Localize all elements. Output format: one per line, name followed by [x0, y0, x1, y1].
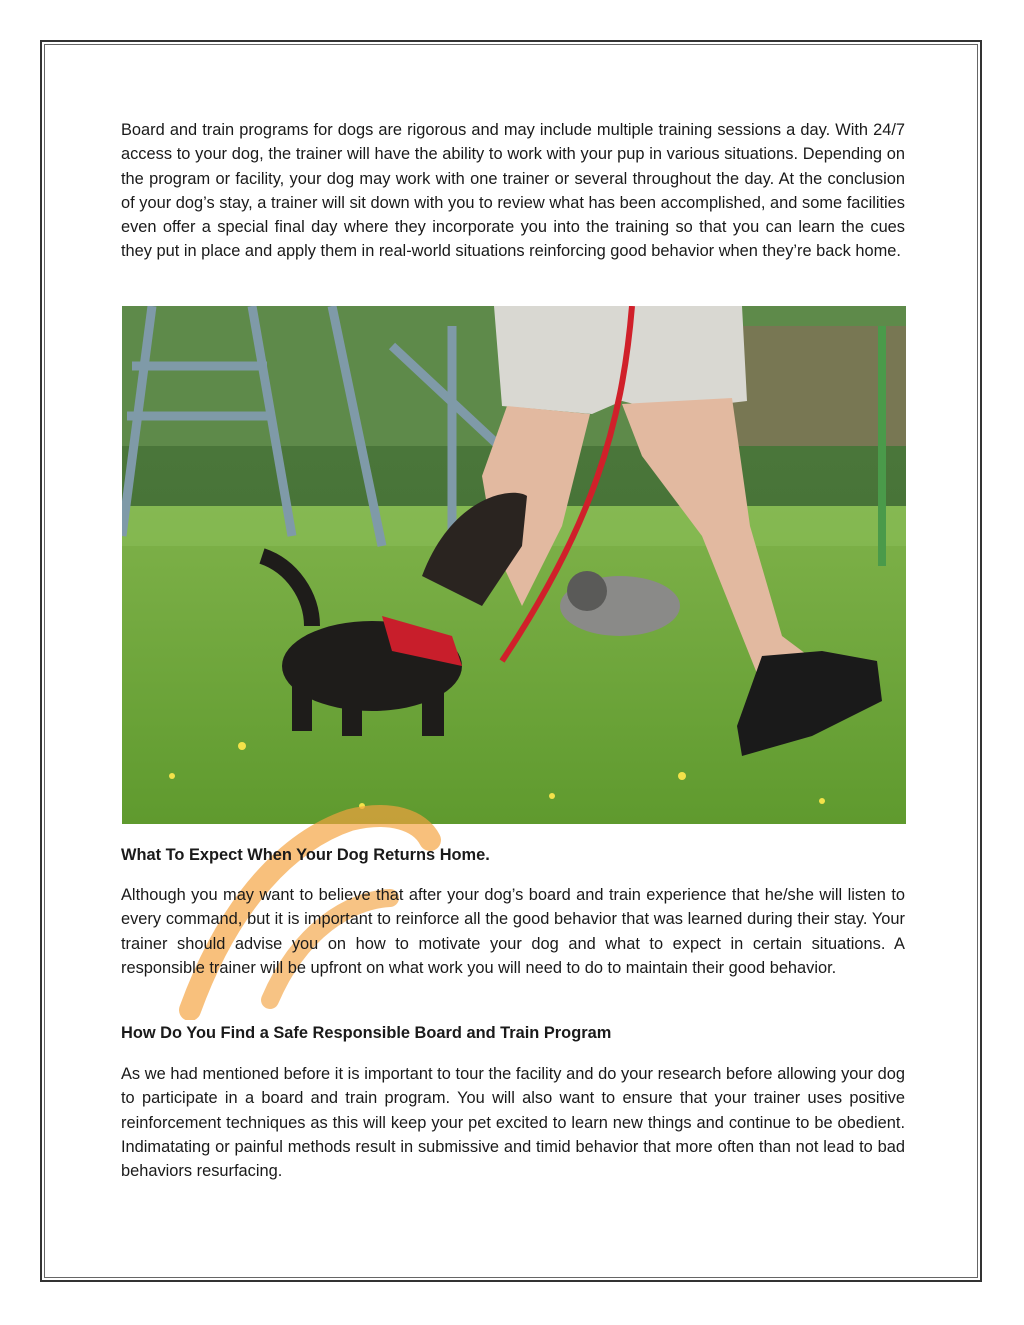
- intro-block: [121, 118, 905, 264]
- intro-paragraph: Board and train programs for dogs are rigorous and may include multiple training sessions a day. With 24/7 access to your dog, the trainer will have the ability to work with your pup in various situations. Depending on the program or facility, your dog may work with one trainer or several throughout the day. At the conclusion of your dog’s stay, a trainer will sit down with you to review what has been accomplished, and some facilities even offer a special final day where they incorporate you into the training so that you can learn the cues they put in place and apply them in real-world situations reinforcing good behavior when they’re back home.: [121, 121, 905, 261]
- expect-paragraph: Although you may want to believe that after your dog’s board and train experience that he/she will listen to every command, but it is important to reinforce all the good behavior that was learned during their stay. Your trainer should advise you on how to motivate your dog and what to expect in certain situations. A responsible trainer will be upfront on what work you will need to do to maintain their good behavior.: [121, 886, 905, 977]
- heading-find-program: How Do You Find a Safe Responsible Board and Train Program: [121, 1024, 612, 1042]
- find-paragraph: As we had mentioned before it is important to tour the facility and do your research before allowing your dog to participate in a board and train program. You will also want to ensure that your trainer uses positive reinforcement techniques as this will keep your pet excited to learn new things and continue to be obedient. Indimatating or painful methods result in submissive and timid behavior that more often than not lead to bad behaviors resurfacing.: [121, 1065, 905, 1181]
- expect-block: [121, 883, 905, 980]
- dog-training-photo: [122, 306, 906, 824]
- heading-what-to-expect: What To Expect When Your Dog Returns Home.: [121, 846, 490, 864]
- find-block: [121, 1062, 905, 1183]
